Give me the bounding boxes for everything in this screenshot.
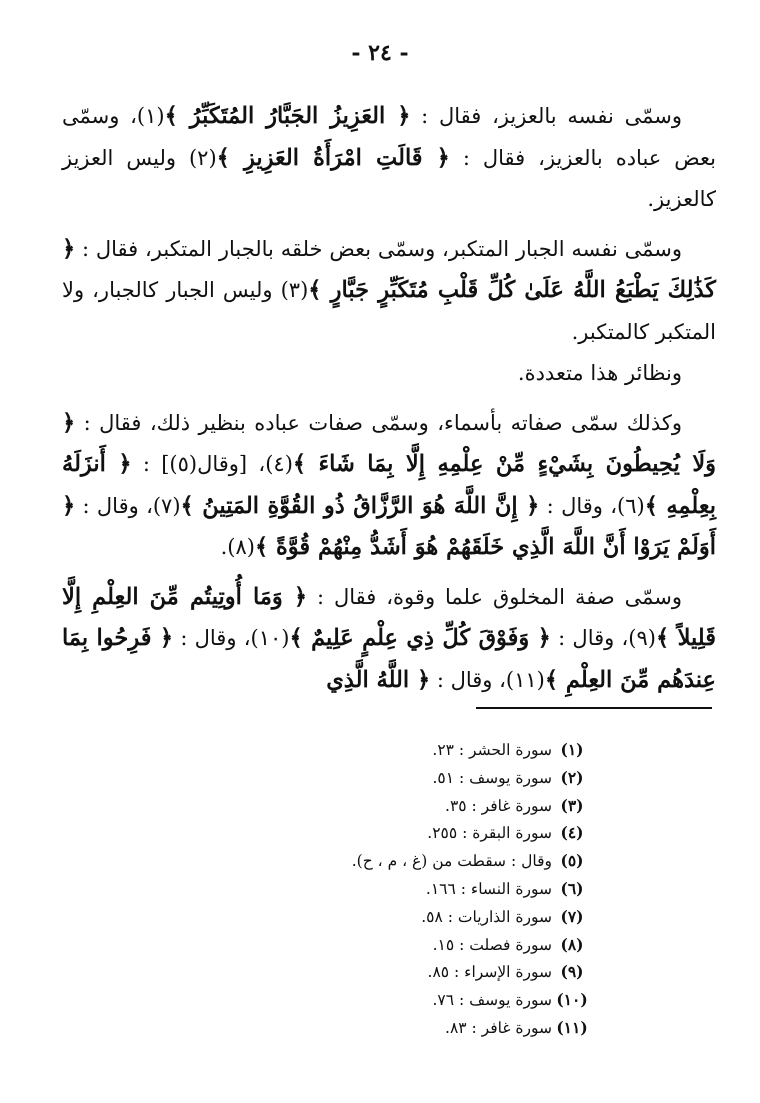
text-segment: وكذلك سمّى صفاته بأسماء، وسمّى صفات عباده بنظير ذلك، فقال : <box>75 410 682 435</box>
text-segment: (٩)، وقال : <box>550 626 656 650</box>
quran-verse: ﴿ وَلَا يُحِيطُونَ بِشَيْءٍ مِّنْ عِلْمِهِ إِلَّا بِمَا شَاءَ ﴾ <box>62 409 717 477</box>
text-segment: (٨). <box>220 535 255 559</box>
text-segment: وسمّى نفسه الجبار المتكبر، وسمّى بعض خلقه بالجبار المتكبر، فقال : <box>75 236 682 261</box>
paragraph <box>62 403 716 569</box>
footnote-text: سورة يوسف : ٥١. <box>432 768 552 787</box>
text-segment: (٣) وليس الجبار كالجبار، ولا المتكبر كالمتكبر. <box>62 278 716 344</box>
footnote <box>272 931 592 959</box>
footnotes <box>272 736 592 1042</box>
footnote <box>272 875 592 903</box>
text-segment: وسمّى نفسه بالعزيز، فقال : <box>410 104 682 128</box>
footnote <box>272 1014 592 1042</box>
footnote-text: سورة البقرة : ٢٥٥. <box>427 824 552 843</box>
footnote <box>272 986 592 1014</box>
quran-verse: ﴿ أَنزَلَهُ بِعِلْمِهِ ﴾ <box>62 451 716 519</box>
footnote-number: (١٠) <box>556 990 588 1010</box>
footnote-number: (٧) <box>560 906 584 926</box>
footnote <box>272 819 592 847</box>
footnote-text: سورة فصلت : ١٥. <box>432 935 552 954</box>
text-segment: (١١)، وقال : <box>430 667 545 692</box>
footnote <box>272 847 592 875</box>
text-segment: (٢) وليس العزيز كالعزيز. <box>62 145 716 211</box>
quran-verse: ﴿ العَزِيزُ الجَبَّارُ المُتَكَبِّرُ ﴾ <box>164 103 411 129</box>
text-segment: (١)، وسمّى بعض عباده بالعزيز، فقال : <box>62 104 716 170</box>
footnote-number: (٤) <box>560 823 584 843</box>
text-segment: (٦)، وقال : <box>539 493 645 518</box>
footnote-text: سورة يوسف : ٧٦. <box>432 991 552 1010</box>
footnote-number: (٣) <box>560 795 584 815</box>
footnote-text: سورة النساء : ١٦٦. <box>425 879 552 898</box>
quran-verse: ﴿ إِنَّ اللَّهَ هُوَ الرَّزَّاقُ ذُو القُوَّةِ المَتِينُ ﴾ <box>180 492 540 519</box>
footnote <box>272 903 592 931</box>
footnote-number: (٨) <box>560 934 584 954</box>
paragraph <box>62 577 716 702</box>
paragraph <box>62 353 716 395</box>
footnote-number: (٩) <box>560 962 584 982</box>
footnote-number: (٥) <box>560 851 584 871</box>
quran-verse: ﴿ كَذَٰلِكَ يَطْبَعُ اللَّهُ عَلَىٰ كُلِّ قَلْبِ مُتَكَبِّرٍ جَبَّارٍ ﴾ <box>62 235 716 303</box>
main-text <box>62 96 716 701</box>
paragraph <box>62 96 716 221</box>
footnote-number: (٢) <box>560 767 584 787</box>
page-number: - ٢٤ - <box>351 40 409 66</box>
quran-verse: ﴿ وَمَا أُوتِيتُم مِّنَ العِلْمِ إِلَّا قَلِيلاً ﴾ <box>62 583 716 651</box>
quran-verse: ﴿ قَالَتِ امْرَأَةُ العَزِيزِ ﴾ <box>216 144 450 171</box>
footnote <box>272 792 592 820</box>
footnote-divider <box>476 707 712 709</box>
quran-verse: ﴿ وَفَوْقَ كُلِّ ذِي عِلْمٍ عَلِيمٌ ﴾ <box>289 625 551 651</box>
text-segment: وسمّى صفة المخلوق علما وقوة، فقال : <box>307 584 682 609</box>
footnote-text: سورة غافر : ٨٣. <box>445 1018 552 1037</box>
footnote <box>272 764 592 792</box>
footnote-text: سورة غافر : ٣٥. <box>445 796 552 815</box>
footnote-number: (١) <box>560 740 584 759</box>
text-segment: ونظائر هذا متعددة. <box>517 361 682 385</box>
text-segment: (٧)، وقال : <box>75 493 181 518</box>
footnote-number: (٦) <box>560 878 584 898</box>
text-segment: (٤)، [وقال(٥)] : <box>131 452 293 476</box>
text-segment: (١٠)، وقال : <box>173 626 290 650</box>
quran-verse: ﴿ فَرِحُوا بِمَا عِندَهُم مِّنَ العِلْمِ ﴾ <box>62 625 716 693</box>
footnote <box>272 736 592 764</box>
footnote <box>272 958 592 986</box>
footnote-text: سورة الذاريات : ٥٨. <box>421 907 552 926</box>
footnote-text: سورة الإسراء : ٨٥. <box>427 963 552 982</box>
quran-verse: ﴿ اللَّهُ الَّذِي <box>326 666 431 693</box>
footnote-number: (١١) <box>556 1017 588 1037</box>
paragraph <box>62 229 716 354</box>
footnote-text: وقال : سقطت من (غ ، م ، ح). <box>351 852 552 871</box>
footnote-text: سورة الحشر : ٢٣. <box>432 741 552 759</box>
quran-verse: ﴿ أَوَلَمْ يَرَوْا أَنَّ اللَّهَ الَّذِي خَلَقَهُمْ هُوَ أَشَدُّ مِنْهُمْ قُوَّةً ﴾ <box>62 492 716 560</box>
